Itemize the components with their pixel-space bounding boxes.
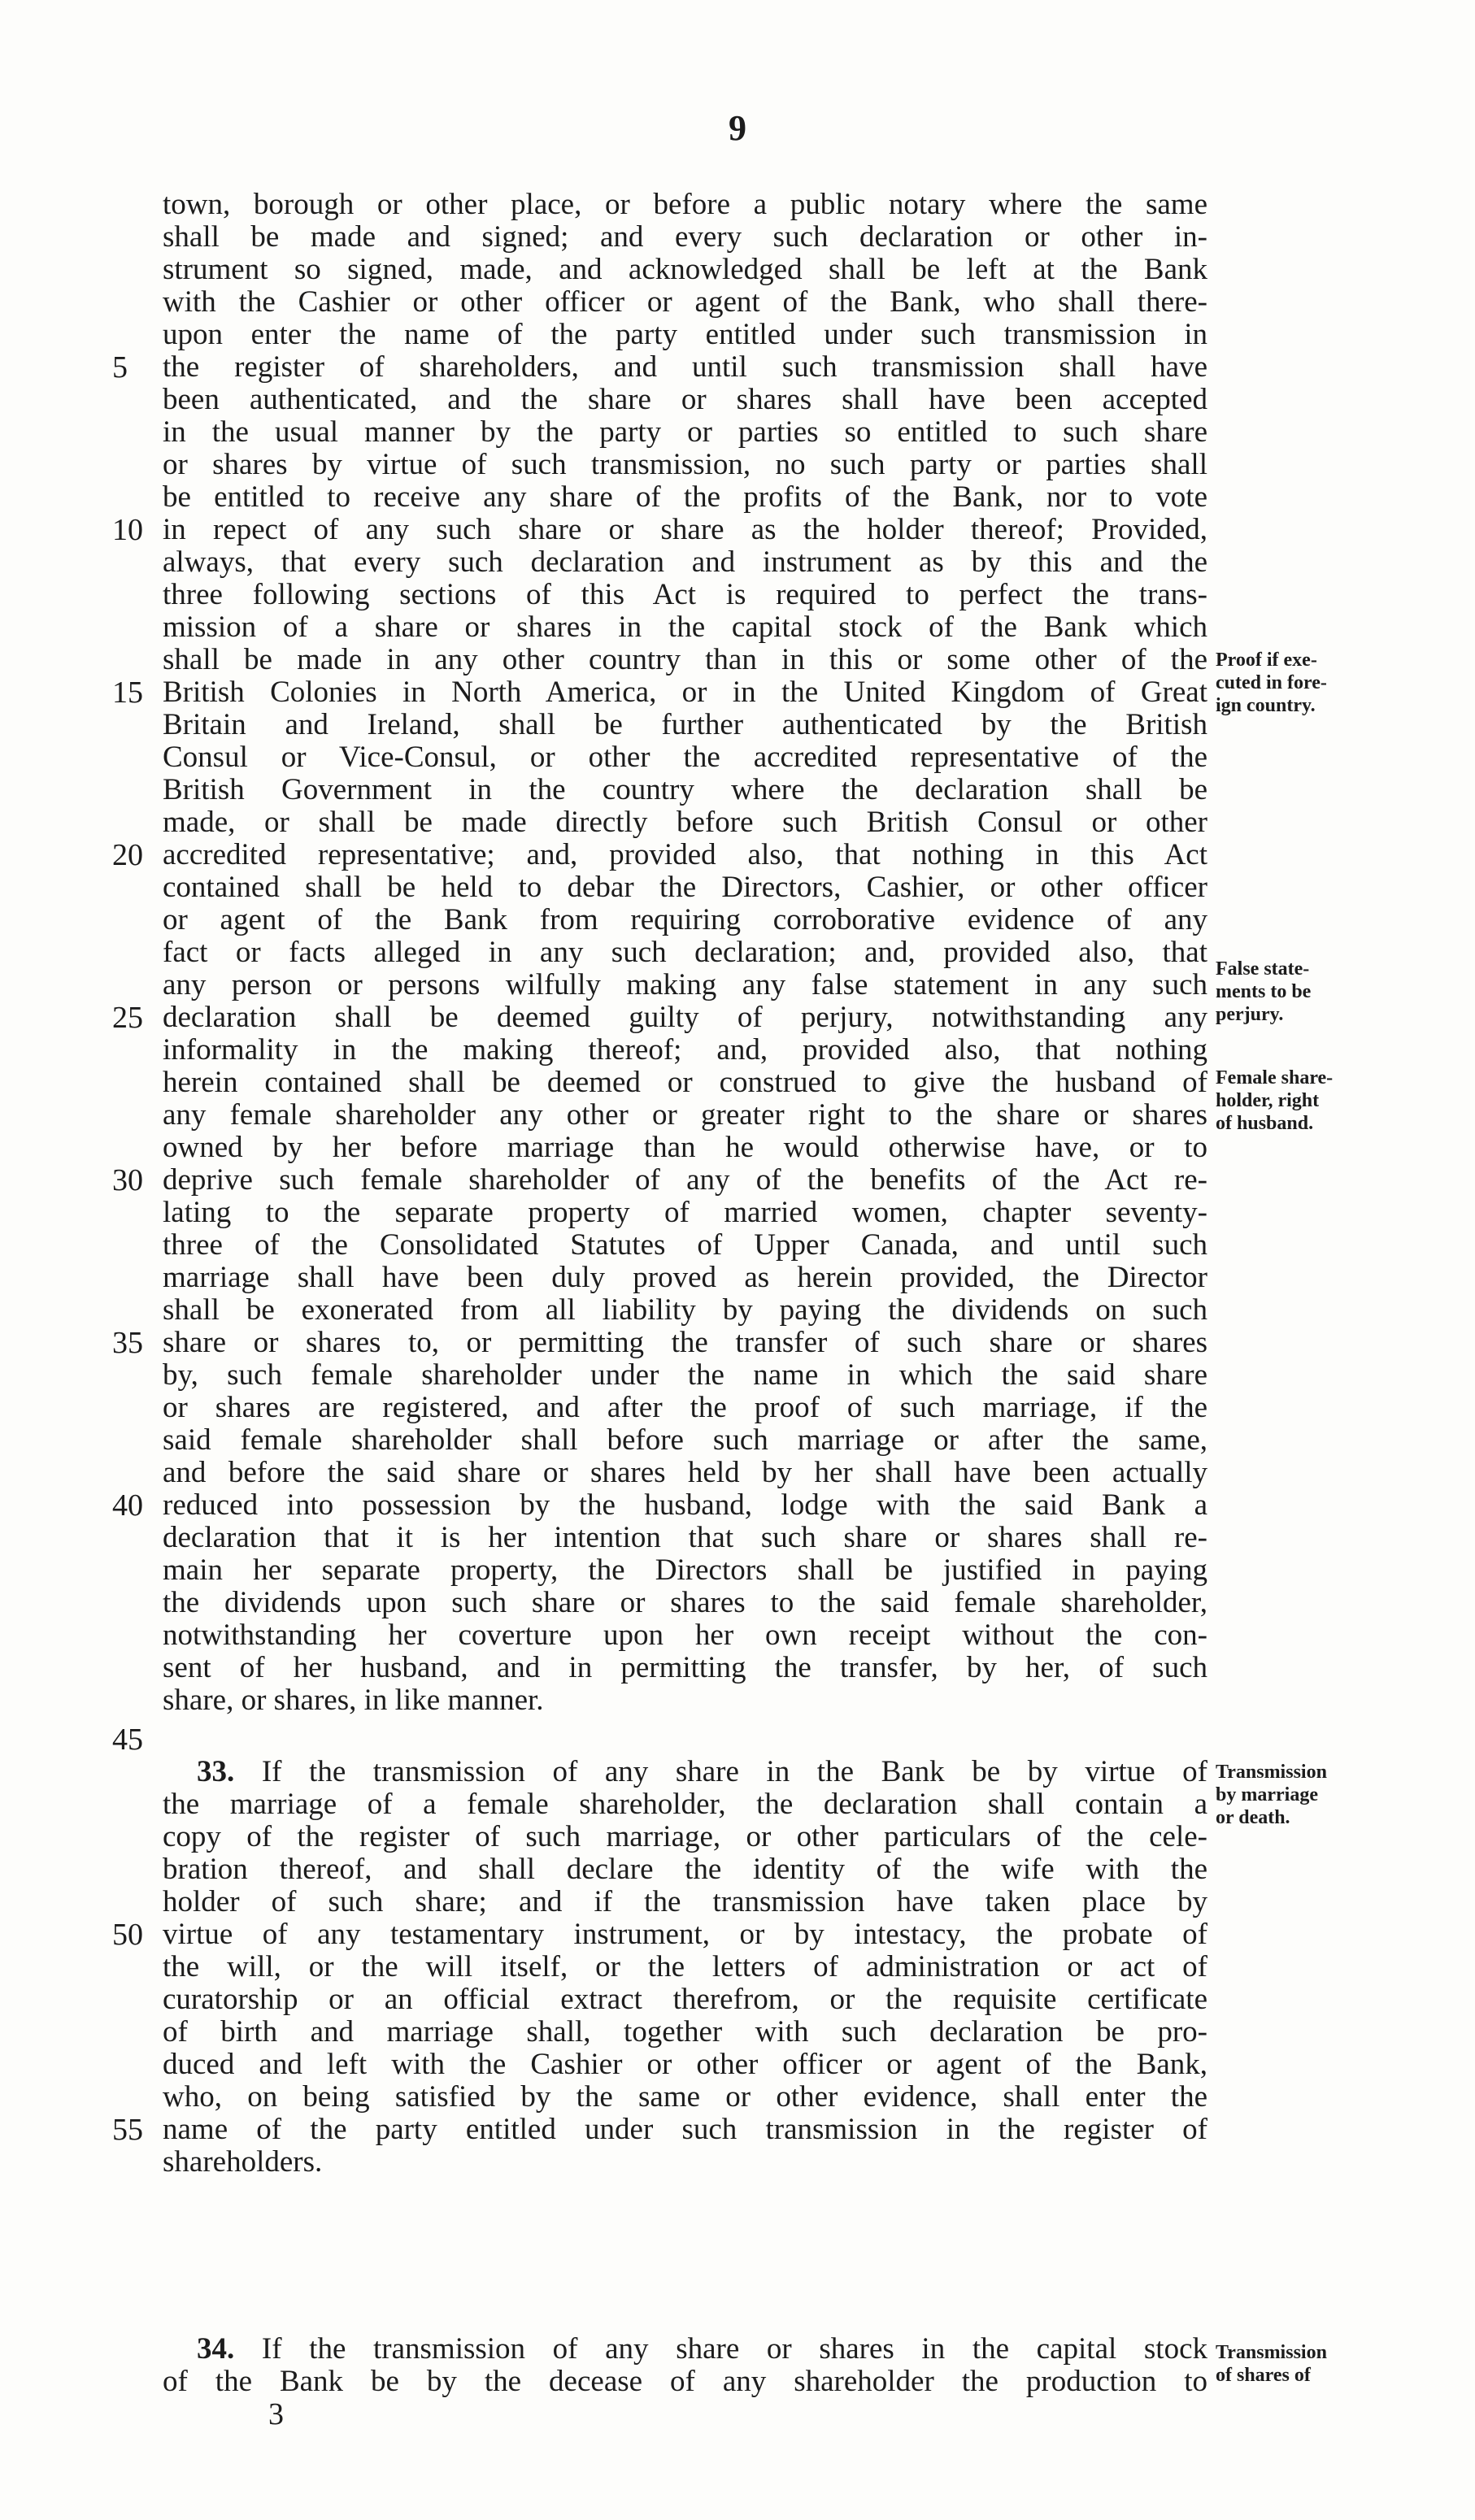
text-line: If the transmission of any share or shares in the capital stock <box>261 2332 1208 2366</box>
text-line: made, or shall be made directly before such British Consul or other <box>163 806 1207 839</box>
text-line: duced and left with the Cashier or other officer or agent of the Bank, <box>163 2048 1207 2081</box>
text-line: the dividends upon such share or shares to the said female shareholder, <box>163 1586 1207 1619</box>
margin-note-line: Proof if exe- <box>1216 650 1317 671</box>
text-line: be entitled to receive any share of the profits of the Bank, nor to vote <box>163 480 1207 514</box>
margin-note-false-statements <box>1216 958 1403 1026</box>
line-number: 15 <box>112 676 143 710</box>
text-line: or agent of the Bank from requiring corroborative evidence of any <box>163 903 1207 936</box>
margin-note-line: ments to be <box>1216 981 1312 1002</box>
text-line: main her separate property, the Directors shall be justified in paying <box>163 1553 1207 1587</box>
text-line: been authenticated, and the share or shares shall have been accepted <box>163 383 1207 416</box>
text-line: Britain and Ireland, shall be further authenticated by the British <box>163 708 1207 741</box>
text-line: of birth and marriage shall, together with such declaration be pro- <box>163 2015 1207 2049</box>
margin-note-proof-foreign <box>1216 649 1403 717</box>
text-line: Consul or Vice-Consul, or other the accredited representative of the <box>163 741 1207 774</box>
margin-note-line: by marriage <box>1216 1784 1318 1805</box>
margin-note-line: or death. <box>1216 1807 1290 1828</box>
text-line: with the Cashier or other officer or agent of the Bank, who shall there- <box>163 285 1207 319</box>
text-line: reduced into possession by the husband, lodge with the said Bank a <box>163 1488 1207 1522</box>
margin-note-female-shareholder <box>1216 1067 1403 1135</box>
text-line: or shares are registered, and after the proof of such marriage, if the <box>163 1391 1207 1424</box>
line-number: 55 <box>112 2113 143 2147</box>
margin-note-shares-of <box>1216 2341 1403 2387</box>
section-number: 33. <box>197 1755 235 1788</box>
text-line: copy of the register of such marriage, or other particulars of the cele- <box>163 1820 1207 1853</box>
text-line: three of the Consolidated Statutes of Upper Canada, and until such <box>163 1228 1207 1262</box>
text-line: declaration that it is her intention that such share or shares shall re- <box>163 1521 1207 1554</box>
text-line: any person or persons wilfully making any false statement in any such <box>163 968 1207 1001</box>
margin-note-line: holder, right <box>1216 1090 1320 1111</box>
text-line: contained shall be held to debar the Directors, Cashier, or other officer <box>163 871 1207 904</box>
text-line: informality in the making thereof; and, provided also, that nothing <box>163 1033 1207 1067</box>
text-line: the will, or the will itself, or the letters of administration or act of <box>163 1950 1207 1983</box>
text-line: mission of a share or shares in the capital stock of the Bank which <box>163 610 1207 644</box>
text-line: three following sections of this Act is required to perfect the trans- <box>163 578 1207 611</box>
margin-note-line: False state- <box>1216 958 1310 980</box>
text-line: of the Bank be by the decease of any shareholder the production to <box>163 2365 1207 2398</box>
line-number: 10 <box>112 513 143 547</box>
text-line: said female shareholder shall before such marriage or after the same, <box>163 1423 1207 1457</box>
text-line: town, borough or other place, or before a public notary where the same <box>163 188 1207 221</box>
line-number: 30 <box>112 1163 143 1197</box>
line-number: 50 <box>112 1918 143 1952</box>
margin-note-line: cuted in fore- <box>1216 672 1327 693</box>
text-line: declaration shall be deemed guilty of perjury, notwithstanding any <box>163 1001 1207 1034</box>
text-line: shareholders. <box>163 2145 323 2179</box>
section-number: 34. <box>197 2332 235 2366</box>
line-number: 35 <box>112 1326 143 1360</box>
text-line: share, or shares, in like manner. <box>163 1684 544 1717</box>
section-34-first-line <box>197 2333 1207 2366</box>
text-line: virtue of any testamentary instrument, or by intestacy, the probate of <box>163 1918 1207 1951</box>
text-line: always, that every such declaration and instrument as by this and the <box>163 545 1207 579</box>
line-number: 25 <box>112 1001 143 1035</box>
text-line: the marriage of a female shareholder, the declaration shall contain a <box>163 1788 1207 1821</box>
text-line: lating to the separate property of married women, chapter seventy- <box>163 1196 1207 1229</box>
line-number: 5 <box>112 350 128 385</box>
section-33-first-line <box>197 1756 1207 1788</box>
text-line: British Colonies in North America, or in the United Kingdom of Great <box>163 676 1207 709</box>
text-line: If the transmission of any share in the Bank be by virtue of <box>261 1755 1208 1788</box>
signature-mark: 3 <box>268 2397 284 2431</box>
margin-note-line: perjury. <box>1216 1004 1284 1025</box>
text-line: any female shareholder any other or greater right to the share or shares <box>163 1098 1207 1132</box>
text-line: curatorship or an official extract therefrom, or the requisite certificate <box>163 1983 1207 2016</box>
text-line: shall be exonerated from all liability by paying the dividends on such <box>163 1293 1207 1327</box>
margin-note-line: Transmission <box>1216 1762 1327 1783</box>
text-line: accredited representative; and, provided also, that nothing in this Act <box>163 838 1207 871</box>
text-line: strument so signed, made, and acknowledged shall be left at the Bank <box>163 253 1207 286</box>
margin-note-line: ign country. <box>1216 695 1316 716</box>
text-line: share or shares to, or permitting the transfer of such share or shares <box>163 1326 1207 1359</box>
text-line: deprive such female shareholder of any of the benefits of the Act re- <box>163 1163 1207 1197</box>
text-line: in the usual manner by the party or parties so entitled to such share <box>163 415 1207 449</box>
text-line: holder of such share; and if the transmission have taken place by <box>163 1885 1207 1918</box>
margin-note-line: of husband. <box>1216 1113 1314 1134</box>
margin-note-line: of shares of <box>1216 2365 1311 2386</box>
text-line: fact or facts alleged in any such declaration; and, provided also, that <box>163 936 1207 969</box>
margin-note-line: Transmission <box>1216 2342 1327 2363</box>
line-number: 45 <box>112 1723 143 1757</box>
text-line: notwithstanding her coverture upon her own receipt without the con- <box>163 1618 1207 1652</box>
text-line: sent of her husband, and in permitting the transfer, by her, of such <box>163 1651 1207 1684</box>
text-line: by, such female shareholder under the name in which the said share <box>163 1358 1207 1392</box>
margin-note-line: Female share- <box>1216 1067 1334 1088</box>
text-line: in repect of any such share or share as the holder thereof; Provided, <box>163 513 1207 546</box>
page-number: 9 <box>729 108 746 148</box>
line-number: 20 <box>112 838 143 872</box>
margin-note-marriage-death <box>1216 1761 1403 1829</box>
text-line: owned by her before marriage than he would otherwise have, or to <box>163 1131 1207 1164</box>
line-number: 40 <box>112 1488 143 1523</box>
text-line: bration thereof, and shall declare the identity of the wife with the <box>163 1853 1207 1886</box>
text-line: shall be made and signed; and every such declaration or other in- <box>163 220 1207 254</box>
text-line: name of the party entitled under such transmission in the register of <box>163 2113 1207 2146</box>
text-line: marriage shall have been duly proved as herein provided, the Director <box>163 1261 1207 1294</box>
text-line: and before the said share or shares held by her shall have been actually <box>163 1456 1207 1489</box>
text-line: herein contained shall be deemed or construed to give the husband of <box>163 1066 1207 1099</box>
text-line: the register of shareholders, and until such transmission shall have <box>163 350 1207 384</box>
text-line: British Government in the country where the declaration shall be <box>163 773 1207 806</box>
text-line: shall be made in any other country than in this or some other of the <box>163 643 1207 676</box>
text-line: who, on being satisfied by the same or other evidence, shall enter the <box>163 2080 1207 2114</box>
text-line: or shares by virtue of such transmission, no such party or parties shall <box>163 448 1207 481</box>
text-line: upon enter the name of the party entitled under such transmission in <box>163 318 1207 351</box>
